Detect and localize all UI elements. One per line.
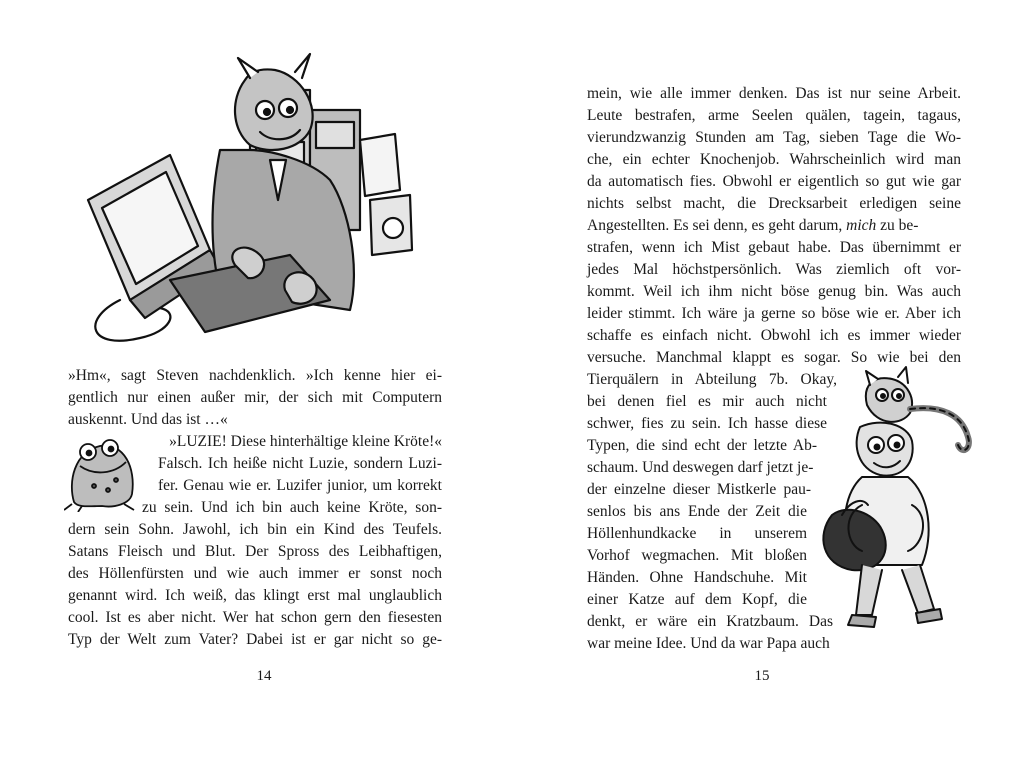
boy-cat-illustration — [812, 365, 992, 640]
toad-illustration — [64, 432, 140, 512]
text-line: Höllenhundkacke in unserem — [587, 525, 807, 542]
text-line: mein, wie alle immer denken. Das ist nur seine Arbeit. — [587, 85, 961, 102]
text-line: fer. Genau wie er. Luzifer junior, um korrekt — [158, 477, 442, 494]
text-line: che, ein echter Knochenjob. Wahrscheinlich wird man — [587, 151, 961, 168]
text-line: einer Katze auf dem Kopf, die — [587, 591, 807, 608]
text-line: der einzelne dieser Mistkerle pau- — [587, 481, 811, 498]
text-line: da automatisch fies. Obwohl er eigentlich so gut wie gar — [587, 173, 961, 190]
right-page — [512, 0, 1024, 768]
devil-computer-illustration — [60, 50, 420, 350]
text-line: auskennt. Und das ist …« — [68, 411, 228, 428]
text-line: Tierquälern in Abteilung 7b. Okay, — [587, 371, 837, 388]
text-line: kommt. Weil ich ihm nicht böse genug bin. Was auch — [587, 283, 961, 300]
text-line: cool. Ist es aber nicht. Wer hat schon gern den fiesesten — [68, 609, 442, 626]
text-line: leider stimmt. Ich wäre ja gerne so böse wie er. Aber ich — [587, 305, 961, 322]
text-line: war meine Idee. Und da war Papa auch — [587, 635, 830, 652]
text-line: schaum. Und deswegen darf jetzt je- — [587, 459, 814, 476]
text-segment: zu be- — [880, 217, 919, 234]
text-line: Falsch. Ich heiße nicht Luzie, sondern Luzi- — [158, 455, 442, 472]
page-number: 15 — [754, 668, 770, 684]
text-line: Händen. Ohne Handschuhe. Mit — [587, 569, 807, 586]
text-line: denkt, er wäre ein Kratzbaum. Das — [587, 613, 833, 630]
text-line: des Höllenfürsten und wie auch immer er sonst noch — [68, 565, 442, 582]
emphasis: mich — [846, 217, 877, 234]
text-segment: Angestellten. Es sei denn, es geht darum, — [587, 217, 843, 234]
text-line: genannt wird. Ich weiß, das klingt erst mal unglaublich — [68, 587, 442, 604]
text-line: »LUZIE! Diese hinterhältige kleine Kröte!« — [169, 433, 442, 450]
text-line: Typ der Welt zum Vater? Dabei ist er gar nicht so ge- — [68, 631, 442, 648]
text-line: senlos bis ans Ende der Zeit die — [587, 503, 807, 520]
text-line: Vorhof wegmachen. Mit bloßen — [587, 547, 807, 564]
text-line: gentlich nur einen außer mir, der sich mit Computern — [68, 389, 442, 406]
page-number: 14 — [256, 668, 272, 684]
text-line: schaffe es einfach nicht. Obwohl ich es immer wieder — [587, 327, 961, 344]
text-line: »Hm«, sagt Steven nachdenklich. »Ich kenne hier ei- — [68, 367, 442, 384]
text-line: zu sein. Und ich bin auch keine Kröte, son- — [142, 499, 442, 516]
text-line: schwer, fies zu sein. Ich hasse diese — [587, 415, 827, 432]
text-line: strafen, wenn ich Mist gebaut habe. Das übernimmt er — [587, 239, 961, 256]
text-line: versuche. Manchmal klappt es sogar. So wie bei den — [587, 349, 961, 366]
text-line: nichts selbst macht, die Drecksarbeit erledigen seine — [587, 195, 961, 212]
text-line: vierundzwanzig Stunden am Tag, sieben Tage die Wo- — [587, 129, 961, 146]
text-line: bei denen fiel es mir auch nicht — [587, 393, 827, 410]
text-line: Leute bestrafen, arme Seelen quälen, tagein, tagaus, — [587, 107, 961, 124]
text-line: jedes Mal höchstpersönlich. Was ziemlich oft vor- — [587, 261, 961, 278]
text-line-mixed — [587, 215, 961, 237]
text-line: Satans Fleisch und Blut. Der Spross des Leibhaftigen, — [68, 543, 442, 560]
text-line: Typen, die sind echt der letzte Ab- — [587, 437, 817, 454]
text-line: dern sein Sohn. Jawohl, ich bin ein Kind des Teufels. — [68, 521, 442, 538]
